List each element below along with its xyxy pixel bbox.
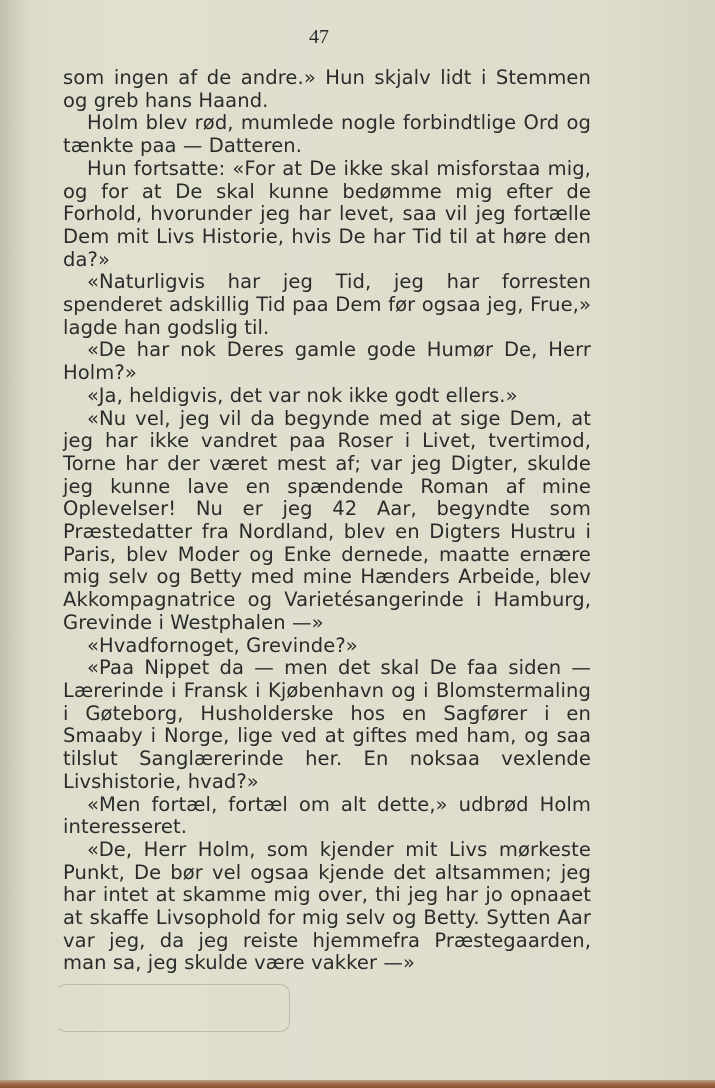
page-bottom-edge: [0, 1080, 715, 1088]
paragraph-8: «Hvadfornoget, Grevinde?»: [87, 633, 358, 657]
paragraph-3: Hun fortsatte: «For at De ikke skal misforstaa mig, og for at De skal kunne bedømme mig efter de Forhold, hvorunder jeg har levet, saa vil jeg fortælle Dem mit Livs Historie, hvis De har Tid til at høre den da?»: [63, 156, 591, 271]
paragraph-7: «Nu vel, jeg vil da begynde med at sige Dem, at jeg har ikke vandret paa Roser i Livet, tvertimod, Torne har der været mest af; var jeg Digter, skulde jeg kunne lave en spændende Roman af mine Oplevelser! Nu er jeg 42 Aar, begyndte som Præstedatter fra Nordland, blev en Digters Hustru i Paris, blev Moder og Enke dernede, maatte ernære mig selv og Betty med mine Hænders Arbeide, blev Akkompagnatrice og Varietésangerinde i Hamburg, Grevinde i Westphalen —»: [63, 406, 591, 634]
paragraph-2: Holm blev rød, mumlede nogle forbindtlige Ord og tænkte paa — Datteren.: [63, 111, 591, 158]
page-number: 47: [309, 26, 329, 48]
body-text: [63, 67, 591, 975]
paragraph-4: «Naturligvis har jeg Tid, jeg har forresten spenderet adskillig Tid paa Dem før ogsaa jeg, Frue,» lagde han godslig til.: [63, 270, 591, 339]
paragraph-10: «Men fortæl, fortæl om alt dette,» udbrød Holm interesseret.: [63, 792, 591, 839]
paragraph-1: som ingen af de andre.» Hun skjalv lidt i Stemmen og greb hans Haand.: [63, 66, 591, 112]
page-binding-shadow: [0, 0, 26, 1088]
paragraph-5: «De har nok Deres gamle gode Humør De, Herr Holm?»: [63, 338, 591, 385]
faint-stamp-outline: [56, 984, 290, 1032]
paragraph-6: «Ja, heldigvis, det var nok ikke godt ellers.»: [87, 383, 518, 407]
paragraph-11: «De, Herr Holm, som kjender mit Livs mørkeste Punkt, De bør vel ogsaa kjende det altsammen; jeg har intet at skamme mig over, thi jeg har jo opnaaet at skaffe Livsophold for mig selv og Betty. Sytten Aar var jeg, da jeg reiste hjemmefra Præstegaarden, man sa, jeg skulde være vakker —»: [63, 837, 591, 975]
paragraph-9: «Paa Nippet da — men det skal De faa siden — Lærerinde i Fransk i Kjøbenhavn og i Blomstermaling i Gøteborg, Husholderske hos en Sagfører i en Smaaby i Norge, lige ved at giftes med ham, og saa tilslut Sanglærerinde her. En noksaa vexlende Livshistorie, hvad?»: [63, 656, 591, 793]
